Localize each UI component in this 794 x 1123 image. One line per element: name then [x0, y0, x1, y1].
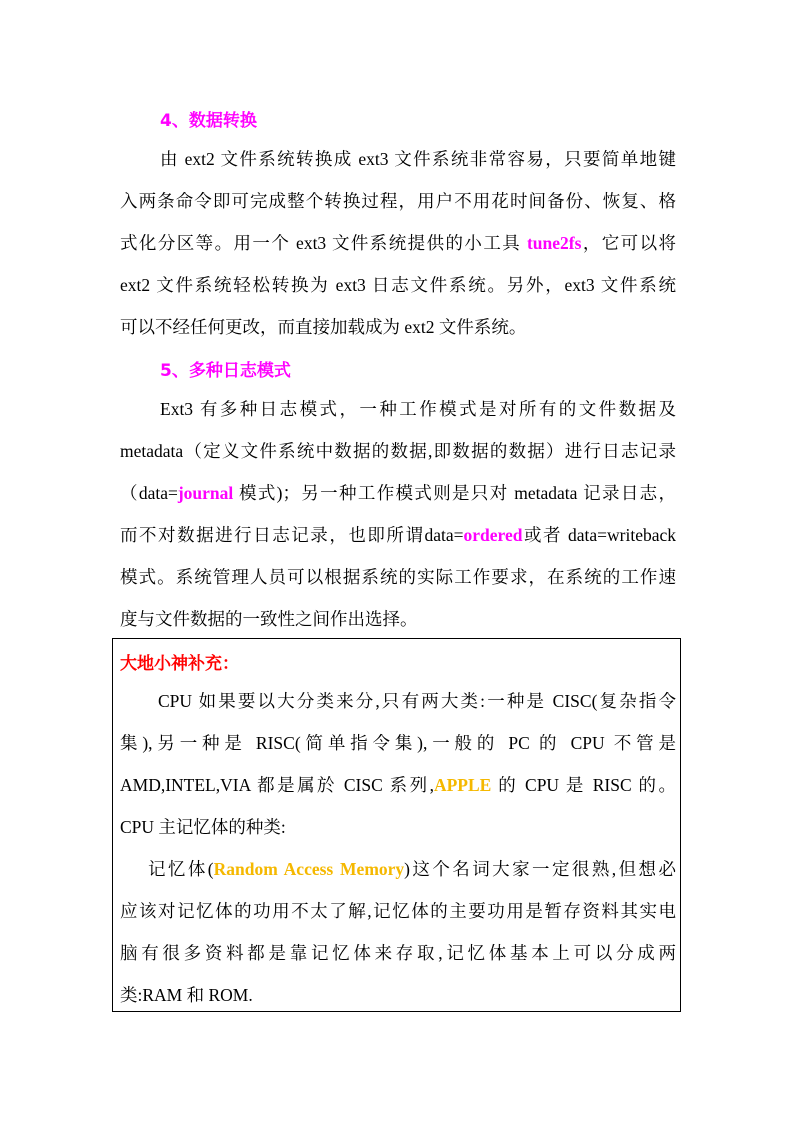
section-4-line-4: ext2 文件系统轻松转换为 ext3 日志文件系统。另外，ext3 文件系统 — [120, 275, 676, 295]
supplement-line-4: CPU 主记忆体的种类: — [120, 817, 286, 837]
section-4-heading: 4、数据转换 — [160, 111, 257, 131]
supplement-line-1: CPU 如果要以大分类来分,只有两大类:一种是 CISC(复杂指令 — [158, 691, 676, 711]
text-segment: 而不对数据进行日志记录，也即所谓data= — [120, 525, 464, 545]
tune2fs-highlight: tune2fs — [526, 233, 582, 253]
text-segment: )这个名词大家一定很熟,但想必 — [404, 859, 676, 879]
text-segment: AMD,INTEL,VIA 都是属於 CISC 系列, — [120, 775, 434, 795]
apple-highlight: APPLE — [433, 775, 492, 795]
section-5-line-1: Ext3 有多种日志模式，一种工作模式是对所有的文件数据及 — [160, 399, 676, 419]
section-4-line-5: 可以不经任何更改，而直接加载成为 ext2 文件系统。 — [120, 317, 527, 337]
section-5-line-6: 度与文件数据的一致性之间作出选择。 — [120, 609, 418, 629]
journal-highlight: journal — [177, 483, 234, 503]
random-access-memory-highlight: Random Access Memory — [213, 859, 405, 879]
supplement-line-3 — [120, 773, 676, 797]
section-5-line-2: metadata（定义文件系统中数据的数据,即数据的数据）进行日志记录 — [120, 441, 676, 461]
supplement-line-2: 集),另一种是 RISC(简单指令集),一般的 PC 的 CPU 不管是 — [120, 733, 676, 753]
text-segment: 记忆体( — [148, 859, 214, 879]
section-5-heading: 5、多种日志模式 — [160, 361, 291, 381]
section-5-line-4 — [120, 523, 676, 547]
supplement-line-6: 应该对记忆体的功用不太了解,记忆体的主要功用是暂存资料其实电 — [120, 901, 676, 921]
supplement-line-5 — [148, 857, 676, 881]
section-5-line-5: 模式。系统管理人员可以根据系统的实际工作要求，在系统的工作速 — [120, 567, 676, 587]
section-4-line-2: 入两条命令即可完成整个转换过程，用户不用花时间备份、恢复、格 — [120, 191, 676, 211]
supplement-line-8: 类:RAM 和 ROM. — [120, 985, 253, 1005]
text-segment: 式化分区等。用一个 ext3 文件系统提供的小工具 — [120, 233, 527, 253]
text-segment: ，它可以将 — [581, 233, 676, 253]
text-segment: 的 CPU 是 RISC 的。 — [491, 775, 676, 795]
supplement-line-7: 脑有很多资料都是靠记忆体来存取,记忆体基本上可以分成两 — [120, 943, 676, 963]
text-segment: （data= — [120, 483, 178, 503]
text-segment: 或者 data=writeback — [522, 525, 676, 545]
text-segment: 模式)；另一种工作模式则是只对 metadata 记录日志， — [233, 483, 676, 503]
section-4-line-1: 由 ext2 文件系统转换成 ext3 文件系统非常容易，只要简单地键 — [160, 149, 676, 169]
section-4-line-3 — [120, 231, 676, 255]
section-5-line-3 — [120, 481, 676, 505]
supplement-box-title: 大地小神补充： — [120, 654, 239, 674]
ordered-highlight: ordered — [463, 525, 523, 545]
